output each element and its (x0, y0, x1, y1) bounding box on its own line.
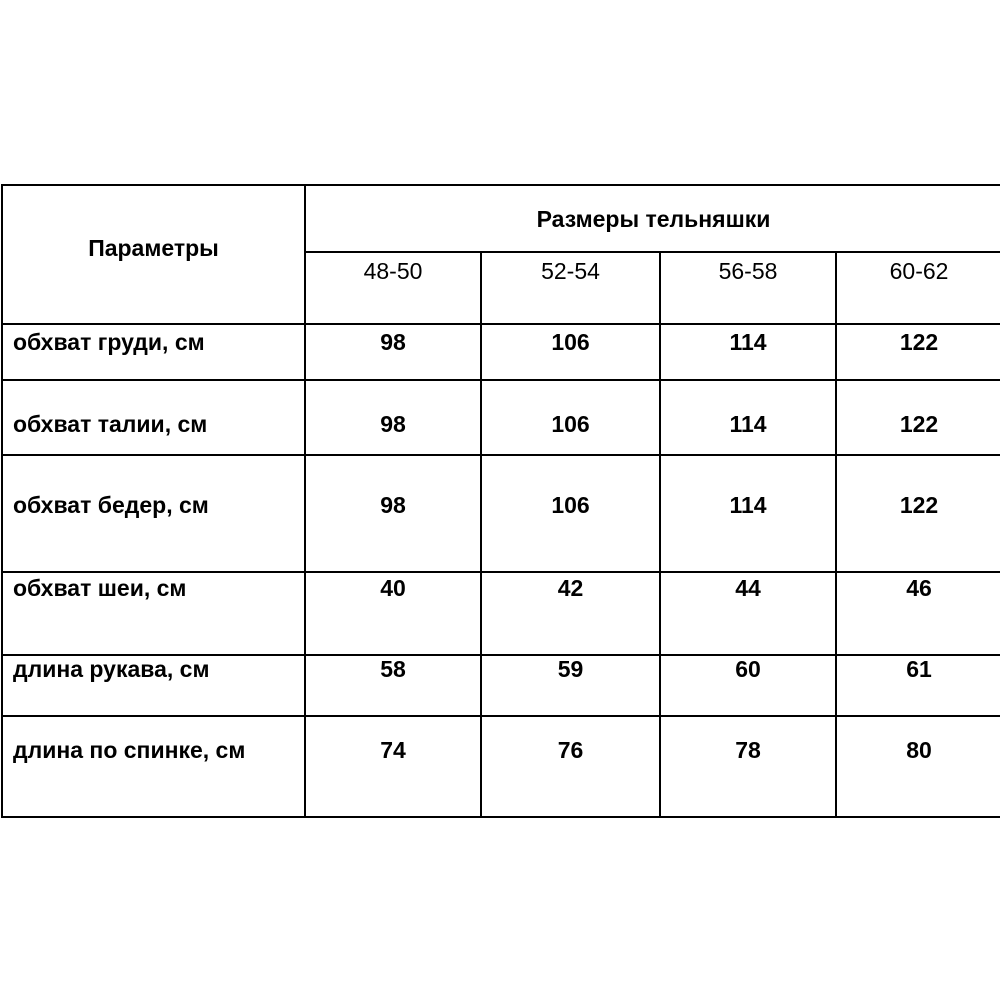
row-label: обхват талии, см (2, 380, 305, 455)
row-label: обхват груди, см (2, 324, 305, 380)
table-cell: 122 (836, 380, 1000, 455)
table-cell: 114 (660, 380, 836, 455)
row-label: длина рукава, см (2, 655, 305, 716)
table-cell: 40 (305, 572, 481, 655)
table-cell: 80 (836, 716, 1000, 817)
table-cell: 106 (481, 455, 660, 572)
table-cell: 98 (305, 455, 481, 572)
table-cell: 114 (660, 455, 836, 572)
table-cell: 60 (660, 655, 836, 716)
table-cell: 61 (836, 655, 1000, 716)
table-cell: 122 (836, 324, 1000, 380)
table-cell: 59 (481, 655, 660, 716)
table-cell: 98 (305, 324, 481, 380)
table-row (2, 716, 1000, 817)
table-row (2, 572, 1000, 655)
table-cell: 58 (305, 655, 481, 716)
table-cell: 122 (836, 455, 1000, 572)
header-row-top (2, 185, 1000, 252)
table-cell: 78 (660, 716, 836, 817)
table-cell: 98 (305, 380, 481, 455)
size-table (1, 184, 1000, 818)
row-label: обхват шеи, см (2, 572, 305, 655)
table-row (2, 380, 1000, 455)
size-column-header: 52-54 (481, 252, 660, 324)
table-row (2, 324, 1000, 380)
table-row (2, 455, 1000, 572)
sizes-group-header: Размеры тельняшки (305, 185, 1000, 252)
row-label: длина по спинке, см (2, 716, 305, 817)
table-cell: 74 (305, 716, 481, 817)
table-cell: 44 (660, 572, 836, 655)
table-cell: 46 (836, 572, 1000, 655)
row-label: обхват бедер, см (2, 455, 305, 572)
table-cell: 114 (660, 324, 836, 380)
table-row (2, 655, 1000, 716)
table-cell: 42 (481, 572, 660, 655)
size-column-header: 60-62 (836, 252, 1000, 324)
table-cell: 106 (481, 324, 660, 380)
table-cell: 106 (481, 380, 660, 455)
parameters-header: Параметры (2, 185, 305, 324)
table-cell: 76 (481, 716, 660, 817)
size-column-header: 56-58 (660, 252, 836, 324)
size-column-header: 48-50 (305, 252, 481, 324)
